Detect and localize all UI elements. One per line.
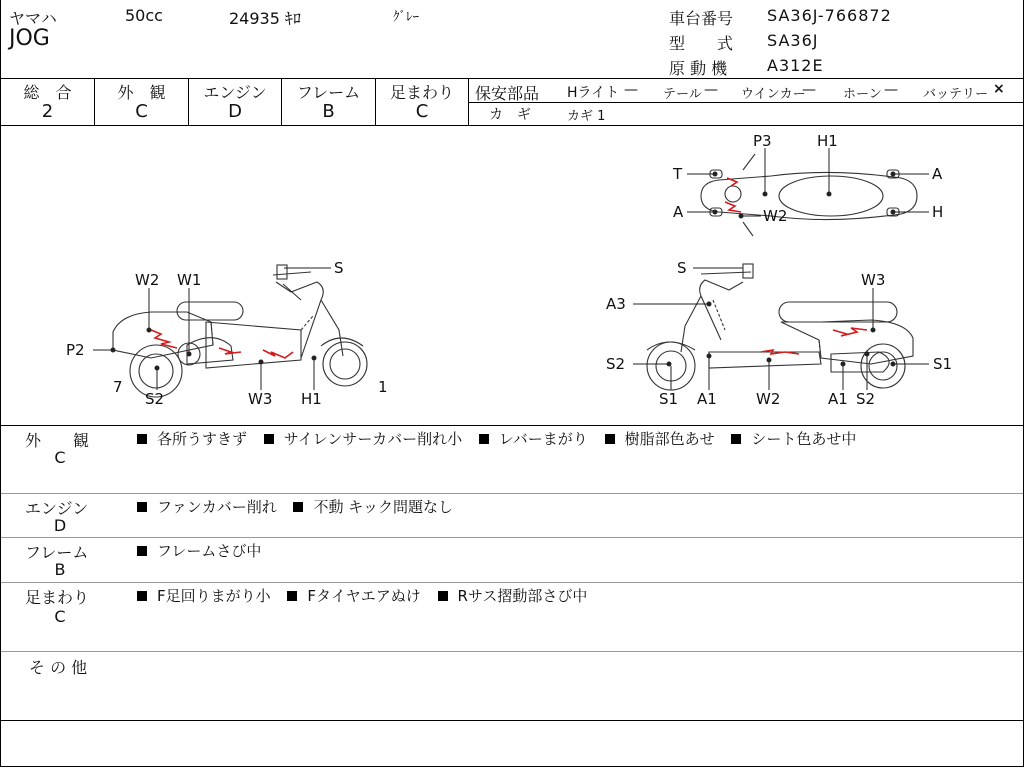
- grade-exterior-label: 外 観: [117, 83, 166, 102]
- damage-mark-top-w2: [725, 202, 741, 212]
- label-right-s1: S1: [659, 390, 679, 408]
- remark-exterior-items: [137, 428, 868, 449]
- remark-frame-items: [137, 540, 273, 561]
- remark-engine-grade: D: [53, 516, 67, 535]
- label-left-w2: W2: [135, 271, 160, 289]
- label-right-a3: A3: [606, 295, 626, 313]
- safety-tail-status: —: [704, 82, 718, 98]
- label-right-s2b: S2: [856, 390, 876, 408]
- remark-exterior-label: 外 観: [25, 431, 90, 450]
- divider: [1, 78, 1023, 79]
- remark-item: 不動 キック問題なし: [313, 498, 453, 516]
- top-view-illustration: [701, 154, 917, 236]
- grade-frame-label: フレーム: [296, 83, 361, 102]
- safety-headlight-status: —: [624, 82, 638, 98]
- remark-engine-label: エンジン: [25, 499, 89, 518]
- safety-horn-status: —: [884, 82, 898, 98]
- label-top-t: T: [673, 165, 683, 183]
- chassis-label: 車台番号: [669, 9, 734, 28]
- divider: [1, 425, 1023, 426]
- grade-exterior-value: C: [135, 101, 148, 122]
- remark-exterior-grade: C: [54, 448, 66, 467]
- engine-value: A312E: [767, 56, 824, 75]
- remark-suspension-items: [137, 585, 599, 606]
- safety-headlight: Hライト: [567, 85, 620, 101]
- label-left-s: S: [334, 259, 344, 277]
- remark-engine-items: [137, 496, 465, 517]
- type-label: 型 式: [669, 34, 734, 53]
- remark-item: F足回りまがり小: [157, 587, 271, 605]
- damage-diagram: [1, 126, 1023, 425]
- label-left-1: 1: [378, 378, 388, 396]
- damage-mark-w3-right: [833, 328, 867, 336]
- remark-suspension-grade: C: [54, 607, 66, 626]
- grade-engine-value: D: [228, 101, 242, 122]
- remark-item: シート色あせ中: [751, 430, 857, 448]
- label-right-s2: S2: [606, 355, 626, 373]
- remark-item: 樹脂部色あせ: [624, 430, 715, 448]
- remark-frame-grade: B: [54, 560, 66, 579]
- label-top-w2: W2: [763, 207, 788, 225]
- chassis-value: SA36J-766872: [767, 6, 892, 25]
- label-left-7: 7: [113, 378, 123, 396]
- label-left-w1: W1: [177, 271, 202, 289]
- label-left-p2: P2: [66, 341, 85, 359]
- label-right-a1: A1: [697, 390, 717, 408]
- label-right-w2: W2: [756, 390, 781, 408]
- safety-battery-status: ×: [993, 81, 1005, 97]
- damage-mark-left-floor: [263, 350, 293, 358]
- safety-winker: ウインカー: [741, 87, 806, 102]
- remark-suspension-label: 足まわり: [25, 588, 90, 607]
- key-label: カ ギ: [489, 107, 531, 123]
- maker: ヤマハ: [9, 9, 57, 28]
- color: ｸﾞﾚｰ: [393, 10, 419, 25]
- label-top-p3: P3: [753, 132, 772, 150]
- displacement: 50cc: [125, 6, 163, 25]
- key-value: カギ 1: [567, 109, 606, 124]
- safety-battery: バッテリー: [923, 87, 989, 102]
- safety-tail: テール: [663, 87, 702, 102]
- safety-horn: ホーン: [843, 87, 882, 102]
- remark-item: フレームさび中: [157, 542, 262, 560]
- grade-frame-value: B: [322, 101, 335, 122]
- label-right-s: S: [677, 259, 687, 277]
- damage-mark-left-body: [219, 348, 241, 354]
- label-right-s1b: S1: [933, 355, 953, 373]
- engine-label: 原 動 機: [669, 59, 728, 78]
- label-top-a-left: A: [673, 203, 684, 221]
- remark-item: ファンカバー削れ: [157, 498, 277, 516]
- remark-item: サイレンサーカバー削れ小: [283, 430, 463, 448]
- remark-item: 各所うすきず: [157, 430, 248, 448]
- type-value: SA36J: [767, 31, 819, 50]
- model-name: JOG: [9, 26, 50, 51]
- damage-marks: [151, 178, 867, 358]
- label-left-w3: W3: [248, 390, 273, 408]
- remark-other-label: そ の 他: [29, 658, 88, 677]
- label-left-s2: S2: [145, 390, 165, 408]
- grade-overall-label: 総 合: [23, 83, 72, 102]
- remark-item: レバーまがり: [498, 430, 588, 448]
- remark-item: Fタイヤエアぬけ: [307, 587, 421, 605]
- safety-label: 保安部品: [475, 84, 540, 103]
- grade-suspension-label: 足まわり: [389, 83, 454, 102]
- safety-winker-status: —: [802, 82, 816, 98]
- grade-engine-label: エンジン: [203, 83, 267, 102]
- label-right-a1b: A1: [828, 390, 848, 408]
- label-left-h1: H1: [301, 390, 322, 408]
- remark-item: Rサス摺動部さび中: [457, 587, 588, 605]
- label-right-w3: W3: [861, 271, 886, 289]
- grade-overall-value: 2: [41, 101, 54, 122]
- grade-suspension-value: C: [415, 101, 429, 122]
- label-top-a: A: [932, 165, 943, 183]
- label-top-h: H: [932, 203, 944, 221]
- remark-frame-label: フレーム: [25, 543, 89, 562]
- mileage: 24935 ｷﾛ: [229, 9, 301, 28]
- label-top-h1: H1: [817, 132, 838, 150]
